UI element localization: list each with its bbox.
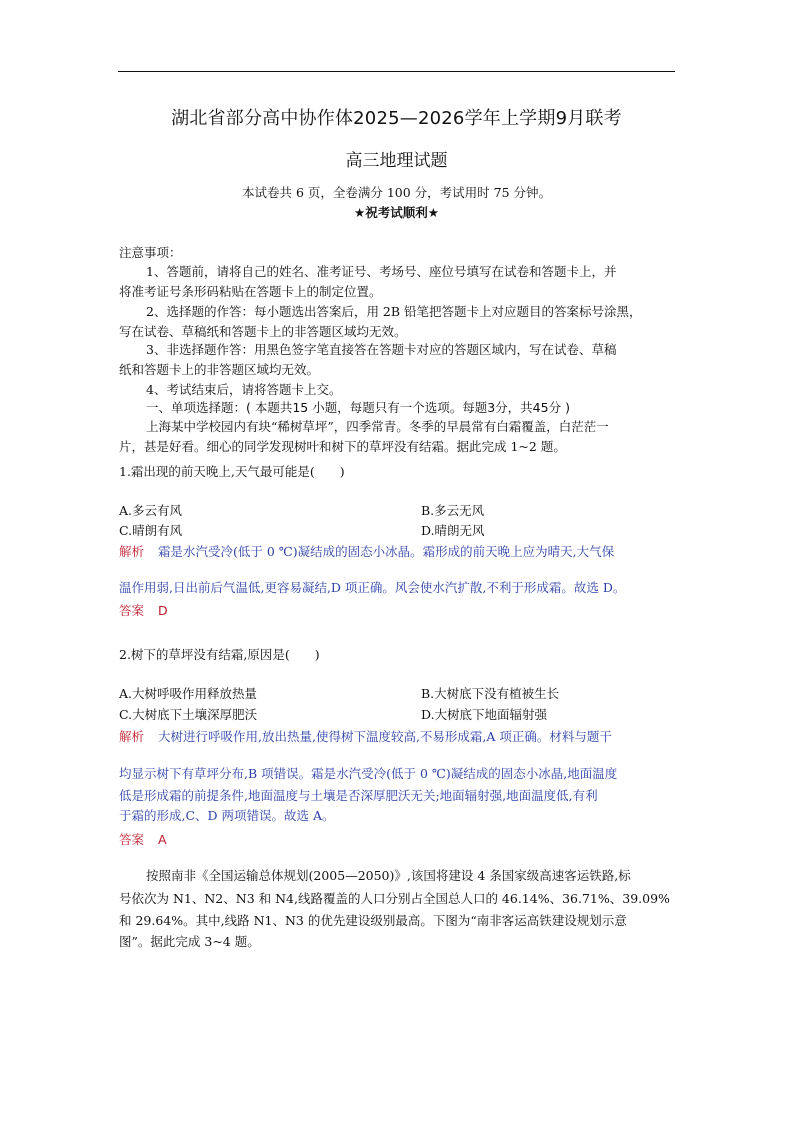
answer-value: D: [158, 603, 168, 618]
passage-line: 号依次为 N1、N2、N3 和 N4,线路覆盖的人口分别占全国总人口的 46.14%、36.71%、39.09%: [119, 891, 670, 906]
option-b: B.大树底下没有植被生长: [421, 686, 560, 701]
passage-line: 按照南非《全国运输总体规划(2005—2050)》,该国将建设 4 条国家级高速客运铁路,标: [146, 868, 631, 883]
answer-value: A: [158, 832, 167, 847]
option-c: C.大树底下土壤深厚肥沃: [119, 707, 258, 722]
analysis-text: 温作用弱,日出前后气温低,更容易凝结,D 项正确。风会使水汽扩散,不利于形成霜。故选 D。: [119, 580, 626, 595]
analysis-text: 均显示树下有草坪分布,B 项错误。霜是水汽受冷(低于 0 ℃)凝结成的固态小冰晶,地面温度: [119, 766, 618, 781]
answer-label: 答案: [119, 832, 145, 847]
analysis-text: 低是形成霜的前提条件,地面温度与土壤是否深厚肥沃无关;地面辐射强,地面温度低,有利: [119, 788, 598, 803]
exam-title: 湖北省部分高中协作体2025—2026学年上学期9月联考: [171, 108, 622, 129]
question-stem: 2.树下的草坪没有结霜,原因是( ): [119, 647, 320, 662]
option-d: D.晴朗无风: [421, 523, 485, 538]
analysis-text: 于霜的形成,C、D 两项错误。故选 A。: [119, 808, 335, 823]
option-d: D.大树底下地面辐射强: [421, 707, 548, 722]
section-title: 一、单项选择题：( 本题共15 小题，每题只有一个选项。每题3分，共45分 ): [146, 400, 570, 415]
option-c: C.晴朗有风: [119, 523, 183, 538]
analysis-block: [119, 727, 612, 745]
header-rule: [118, 71, 675, 72]
notice-item: 4、考试结束后，请将答题卡上交。: [146, 382, 342, 397]
answer-block: [119, 601, 168, 619]
notice-item: 1、答题前，请将自己的姓名、准考证号、考场号、座位号填写在试卷和答题卡上，并: [146, 264, 617, 279]
analysis-text: 霜是水汽受冷(低于 0 ℃)凝结成的固态小冰晶。霜形成的前天晚上应为晴天,大气保: [158, 544, 615, 559]
passage-line: 片，甚是好看。细心的同学发现树叶和树下的草坪没有结霜。据此完成 1~2 题。: [119, 439, 566, 454]
question-stem: 1.霜出现的前天晚上,天气最可能是( ): [119, 464, 345, 479]
passage-line: 和 29.64%。其中,线路 N1、N3 的优先建设级别最高。下图为“南非客运高铁建设规划示意: [119, 913, 627, 928]
analysis-label: 解析: [119, 729, 145, 744]
notice-item: 纸和答题卡上的非答题区域均无效。: [119, 362, 320, 377]
passage-line: 图”。据此完成 3~4 题。: [119, 934, 260, 949]
exam-wish: ★祝考试顺利★: [354, 205, 439, 220]
analysis-text: 大树进行呼吸作用,放出热量,使得树下温度较高,不易形成霜,A 项正确。材料与题干: [158, 729, 612, 744]
option-a: A.多云有风: [119, 503, 183, 518]
answer-label: 答案: [119, 603, 145, 618]
exam-info: 本试卷共 6 页，全卷满分 100 分，考试用时 75 分钟。: [241, 185, 552, 200]
notice-item: 3、非选择题作答：用黑色签字笔直接答在答题卡对应的答题区域内，写在试卷、草稿: [146, 342, 617, 357]
analysis-block: [119, 542, 614, 560]
notice-item: 将准考证号条形码粘贴在答题卡上的制定位置。: [119, 284, 382, 299]
passage-line: 上海某中学校园内有块“稀树草坪”，四季常青。冬季的早晨常有白霜覆盖，白茫茫一: [146, 419, 609, 434]
option-a: A.大树呼吸作用释放热量: [119, 686, 258, 701]
option-b: B.多云无风: [421, 503, 485, 518]
exam-subtitle: 高三地理试题: [345, 151, 448, 171]
notice-heading: 注意事项：: [119, 245, 182, 260]
analysis-label: 解析: [119, 544, 145, 559]
notice-item: 2、选择题的作答：每小题选出答案后，用 2B 铅笔把答题卡上对应题目的答案标号涂黑，: [146, 304, 642, 319]
answer-block: [119, 830, 167, 848]
notice-item: 写在试卷、草稿纸和答题卡上的非答题区域均无效。: [119, 324, 407, 339]
